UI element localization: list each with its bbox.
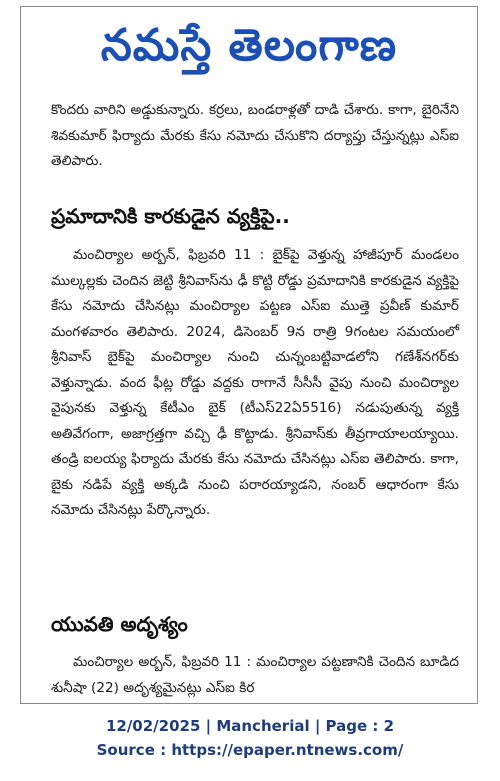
news-clipping — [20, 6, 478, 704]
newspaper-logo: నమస్తే తెలంగాణ — [100, 20, 398, 71]
article-headline: ప్రమాదానికి కారకుడైన వ్యక్తిపై.. — [51, 204, 290, 228]
source-link[interactable]: Source : https://epaper.ntnews.com/ — [96, 741, 404, 759]
edition-info: 12/02/2025 | Mancherial | Page : 2 — [105, 717, 395, 735]
article-body-2: మంచిర్యాల అర్బన్, ఫిబ్రవరి 11 : మంచిర్యాల పట్టణానికి చెందిన బూడిద శునీషా (22) అదృశ్యమైనట్లు ఎస్‌ఐ కిర — [51, 654, 459, 696]
continuation-paragraph: కొందరు వారిని అడ్డుకున్నారు. కర్రలు, బండరాళ్లతో దాడి చేశారు. కాగా, బైరినేని శివకుమార్ ఫిర్యాదు మేరకు కేసు నమోదు చేసుకొని దర్యాప్తు చేస్తున్నట్లు ఎస్‌ఐ తెలిపారు. — [51, 102, 459, 169]
article-body: మంచిర్యాల అర్బన్, ఫిబ్రవరి 11 : బైక్‌పై వెళ్తున్న హాజీపూర్ మండలం ముల్కల్లకు చెందిన జెట్టి శ్రీనివాస్‌ను ఢీ కొట్టి రోడ్డు ప్రమాదానికి కారకుడైన వ్యక్తిపై కేసు నమోదు చేసినట్లు మంచిర్యాల పట్టణ ఎస్‌ఐ ముత్తె ప్రవీణ్ కుమార్ మంగళవారం తెలిపారు. 2024, డిసెంబర్ 9న రాత్రి 9గంటల సమయంలో శ్రీనివాస్ బైక్‌పై మంచిర్యాల నుంచి చున్నంబట్టివాడలోని గణేశ్‌నగర్‌కు వెళ్తున్నాడు. వంద ఫీట్ల రోడ్డు వద్దకు రాగానే సీసీసీ వైపు నుంచి మంచిర్యాల వైపునకు వెళ్తున్న కేటీఎం బైక్ (టీఎస్22ఏ5516) నడుపుతున్న వ్యక్తి అతివేగంగా, అజాగ్రత్తగా వచ్చి ఢీ కొట్టాడు. శ్రీనివాస్‌కు తీవ్రగాయాలయ్యాయి. తండ్రి ఐలయ్య ఫిర్యాదు మేరకు కేసు నమోదు చేసినట్లు ఎస్‌ఐ తెలిపారు. కాగా, బైకు నడిపే వ్యక్తి అక్కడి నుంచి పరారయ్యాడని, నంబర్ ఆధారంగా కేసు నమోదు చేసినట్లు పేర్కొన్నారు. — [51, 247, 459, 518]
article-headline-2: యువతి అదృశ్యం — [51, 612, 188, 636]
masthead — [21, 7, 477, 95]
